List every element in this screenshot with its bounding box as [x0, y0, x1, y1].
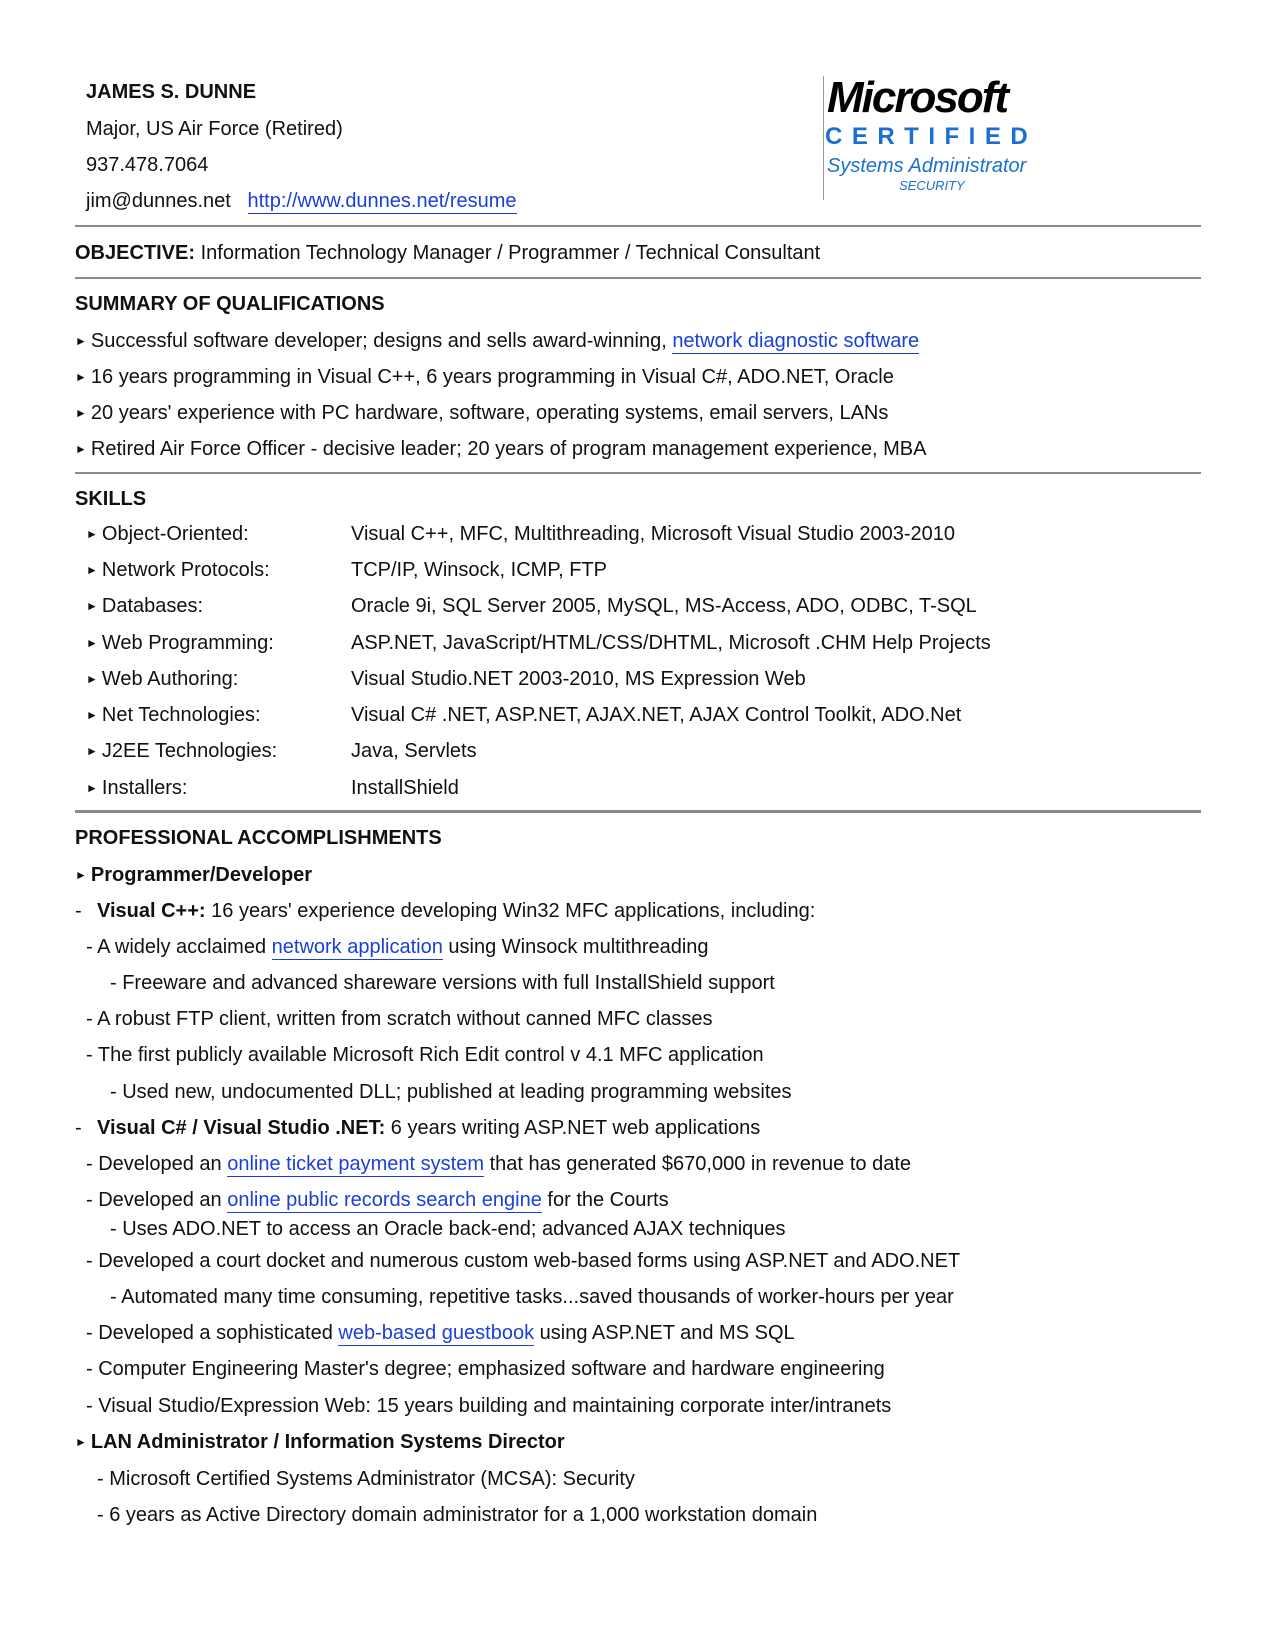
- public-records-search-link[interactable]: online public records search engine: [227, 1189, 542, 1211]
- accomplishment-line: - Used new, undocumented DLL; published at leading programming websites: [110, 1081, 792, 1103]
- triangle-bullet-icon: ►: [86, 527, 98, 541]
- triangle-bullet-icon: ►: [86, 708, 98, 722]
- summary-item: ► 20 years' experience with PC hardware, software, operating systems, email servers, LANs: [75, 402, 889, 424]
- logo-certified: CERTIFIED: [825, 123, 1038, 150]
- accomplishment-line: - 6 years as Active Directory domain administrator for a 1,000 workstation domain: [97, 1504, 818, 1526]
- summary-item: ► Successful software developer; designs and sells award-winning, network diagnostic software: [75, 330, 920, 352]
- triangle-bullet-icon: ►: [86, 672, 98, 686]
- accomplishment-line: - Developed a sophisticated web-based guestbook using ASP.NET and MS SQL: [86, 1322, 795, 1344]
- microsoft-certified-logo: [823, 74, 1055, 200]
- objective: [75, 241, 820, 265]
- summary-heading: SUMMARY OF QUALIFICATIONS: [75, 293, 385, 315]
- divider: [75, 472, 1201, 474]
- skill-value: Visual C++, MFC, Multithreading, Microsoft Visual Studio 2003-2010: [351, 523, 956, 545]
- triangle-bullet-icon: ►: [86, 599, 98, 613]
- divider: [75, 225, 1201, 227]
- contact-line: [86, 189, 517, 213]
- accomplishment-line: - A robust FTP client, written from scratch without canned MFC classes: [86, 1008, 713, 1030]
- accomplishment-line: - A widely acclaimed network application using Winsock multithreading: [86, 936, 709, 958]
- skill-label: ► J2EE Technologies:: [86, 740, 278, 762]
- skill-value: Oracle 9i, SQL Server 2005, MySQL, MS-Access, ADO, ODBC, T-SQL: [351, 595, 977, 617]
- skill-label: ► Net Technologies:: [86, 704, 261, 726]
- divider: [75, 277, 1201, 279]
- vcs-line: - Visual C# / Visual Studio .NET: 6 years writing ASP.NET web applications: [75, 1117, 761, 1139]
- accomplishment-line: - Visual Studio/Expression Web: 15 years building and maintaining corporate inter/intranets: [86, 1395, 892, 1417]
- accomplishment-line: - Microsoft Certified Systems Administrator (MCSA): Security: [97, 1468, 635, 1490]
- triangle-bullet-icon: ►: [86, 563, 98, 577]
- triangle-bullet-icon: ►: [86, 781, 98, 795]
- triangle-bullet-icon: ►: [86, 744, 98, 758]
- skill-value: Visual C# .NET, ASP.NET, AJAX.NET, AJAX Control Toolkit, ADO.Net: [351, 704, 962, 726]
- objective-label: OBJECTIVE:: [75, 242, 196, 264]
- skill-value: Java, Servlets: [351, 740, 477, 762]
- accomplishment-line: - Uses ADO.NET to access an Oracle back-end; advanced AJAX techniques: [110, 1218, 786, 1240]
- web-based-guestbook-link[interactable]: web-based guestbook: [338, 1322, 535, 1344]
- summary-item: ► Retired Air Force Officer - decisive leader; 20 years of program management experience, MBA: [75, 438, 927, 460]
- summary-item: ► 16 years programming in Visual C++, 6 years programming in Visual C#, ADO.NET, Oracle: [75, 366, 894, 388]
- skill-value: Visual Studio.NET 2003-2010, MS Expression Web: [351, 668, 806, 690]
- network-diagnostic-software-link[interactable]: network diagnostic software: [672, 330, 920, 352]
- skill-label: ► Web Programming:: [86, 632, 274, 654]
- objective-text: Information Technology Manager / Programmer / Technical Consultant: [200, 242, 821, 264]
- candidate-email: jim@dunnes.net: [86, 190, 231, 212]
- accomplishments-heading: PROFESSIONAL ACCOMPLISHMENTS: [75, 827, 442, 849]
- skill-label: ► Web Authoring:: [86, 668, 239, 690]
- triangle-bullet-icon: ►: [75, 1435, 87, 1449]
- skill-label: ► Object-Oriented:: [86, 523, 249, 545]
- divider: [75, 810, 1201, 813]
- skill-label: ► Databases:: [86, 595, 204, 617]
- triangle-bullet-icon: ►: [75, 334, 87, 348]
- skill-value: InstallShield: [351, 777, 459, 799]
- triangle-bullet-icon: ►: [75, 406, 87, 420]
- skill-value: ASP.NET, JavaScript/HTML/CSS/DHTML, Microsoft .CHM Help Projects: [351, 632, 991, 654]
- logo-divider: [823, 76, 824, 200]
- logo-brand: Microsoft: [827, 73, 1007, 122]
- skill-label: ► Network Protocols:: [86, 559, 270, 581]
- accomplishment-line: - Automated many time consuming, repetitive tasks...saved thousands of worker-hours per year: [110, 1286, 954, 1308]
- logo-title: Systems Administrator: [827, 155, 1027, 177]
- skill-value: TCP/IP, Winsock, ICMP, FTP: [351, 559, 607, 581]
- triangle-bullet-icon: ►: [75, 442, 87, 456]
- logo-specialty: SECURITY: [899, 178, 965, 193]
- candidate-phone: 937.478.7064: [86, 154, 209, 176]
- network-application-link[interactable]: network application: [271, 936, 443, 958]
- accomplishment-line: - Developed an online ticket payment system that has generated $670,000 in revenue to date: [86, 1153, 912, 1175]
- accomplishment-line: - Developed an online public records search engine for the Courts: [86, 1189, 669, 1211]
- accomplishment-line: - Computer Engineering Master's degree; emphasized software and hardware engineering: [86, 1358, 885, 1380]
- triangle-bullet-icon: ►: [75, 370, 87, 384]
- candidate-name: JAMES S. DUNNE: [86, 81, 257, 103]
- vcpp-line: - Visual C++: 16 years' experience developing Win32 MFC applications, including:: [75, 900, 816, 922]
- online-ticket-payment-link[interactable]: online ticket payment system: [227, 1153, 484, 1175]
- skill-label: ► Installers:: [86, 777, 188, 799]
- programmer-subheading: ► Programmer/Developer: [75, 864, 313, 886]
- resume-website-link[interactable]: http://www.dunnes.net/resume: [247, 190, 517, 212]
- lan-subheading: ► LAN Administrator / Information Systems Director: [75, 1431, 565, 1453]
- accomplishment-line: - Developed a court docket and numerous custom web-based forms using ASP.NET and ADO.NET: [86, 1250, 961, 1272]
- triangle-bullet-icon: ►: [86, 636, 98, 650]
- skills-heading: SKILLS: [75, 488, 147, 510]
- triangle-bullet-icon: ►: [75, 868, 87, 882]
- candidate-rank: Major, US Air Force (Retired): [86, 118, 343, 140]
- accomplishment-line: - Freeware and advanced shareware versions with full InstallShield support: [110, 972, 775, 994]
- accomplishment-line: - The first publicly available Microsoft Rich Edit control v 4.1 MFC application: [86, 1044, 764, 1066]
